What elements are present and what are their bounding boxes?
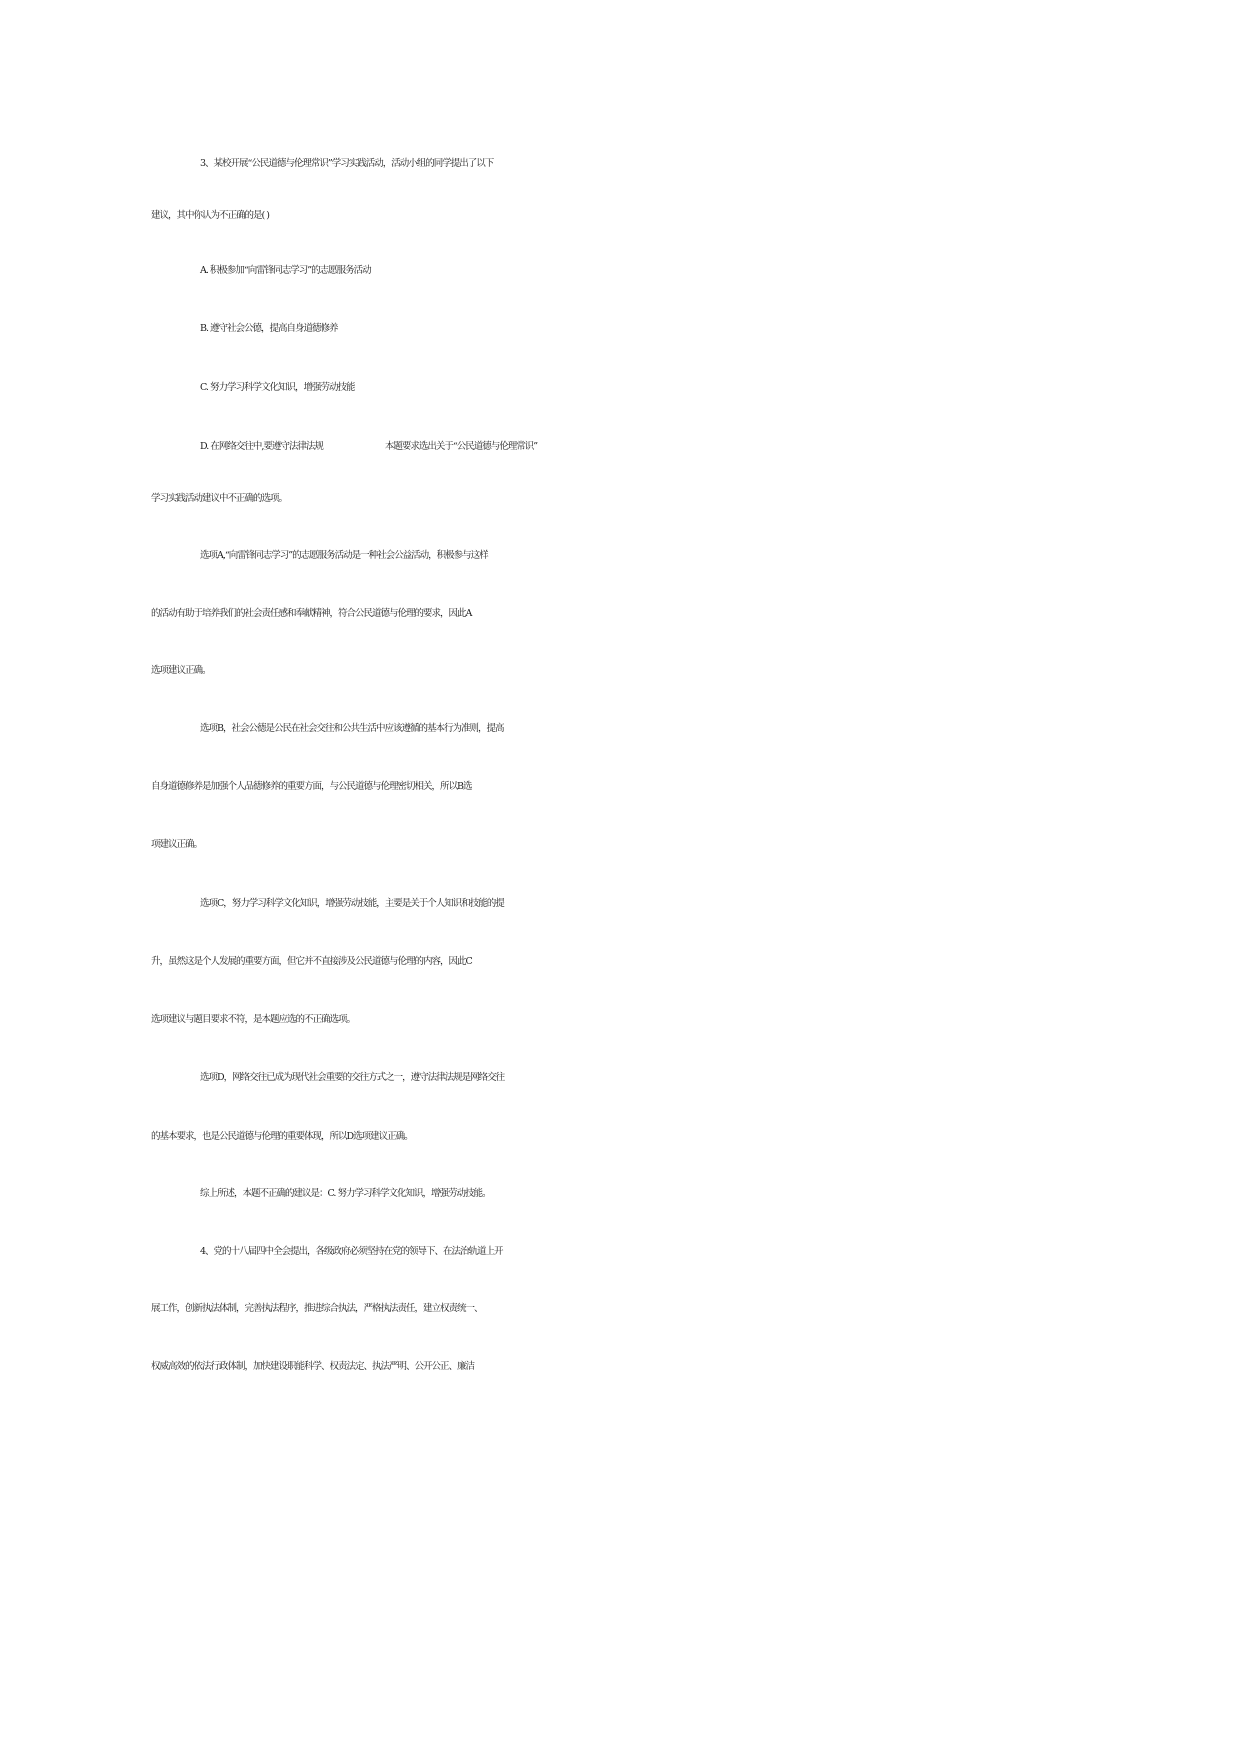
- q3-conclusion: 综上所述，本题不正确的建议是：C. 努力学习科学文化知识，增强劳动技能。: [200, 1188, 491, 1199]
- q3-option-c: C. 努力学习科学文化知识，增强劳动技能: [200, 382, 355, 393]
- q4-stem-line-2: 展工作，创新执法体制，完善执法程序，推进综合执法，严格执法责任，建立权责统一、: [151, 1303, 483, 1314]
- q3-option-d-line: [0, 431, 1241, 463]
- q3-analysis-b-line-2: 自身道德修养是加强个人品德修养的重要方面，与公民道德与伦理密切相关，所以B选: [151, 781, 472, 792]
- q4-stem-line-1: 4、党的十八届四中全会提出，各级政府必须坚持在党的领导下、在法治轨道上开: [200, 1246, 503, 1257]
- q3-option-d: D. 在网络交往中,要遵守法律法规: [200, 441, 323, 452]
- q4-stem-line-3: 权威高效的依法行政体制，加快建设职能科学、权责法定、执法严明、公开公正、廉洁: [151, 1361, 475, 1372]
- q3-analysis-c-line-1: 选项C，努力学习科学文化知识，增强劳动技能，主要是关于个人知识和技能的提: [200, 898, 504, 909]
- q3-analysis-b-line-1: 选项B，社会公德是公民在社会交往和公共生活中应该遵循的基本行为准则，提高: [200, 723, 504, 734]
- q3-stem-line-2: 建议，其中你认为不正确的是( ): [151, 210, 269, 221]
- q3-option-a: A. 积极参加“向雷锋同志学习”的志愿服务活动: [200, 265, 371, 276]
- q3-analysis-intro-part-1: 本题要求选出关于“公民道德与伦理常识”: [384, 441, 538, 452]
- q3-analysis-a-line-1: 选项A,“向雷锋同志学习”的志愿服务活动是一种社会公益活动，积极参与这样: [200, 550, 488, 561]
- q3-analysis-d-line-2: 的基本要求，也是公民道德与伦理的重要体现，所以D选项建议正确。: [151, 1131, 413, 1142]
- q3-analysis-a-line-2: 的活动有助于培养我们的社会责任感和奉献精神，符合公民道德与伦理的要求，因此A: [151, 608, 472, 619]
- q3-analysis-c-line-3: 选项建议与题目要求不符，是本题应选的不正确选项。: [151, 1014, 356, 1025]
- q3-option-b: B. 遵守社会公德，提高自身道德修养: [200, 323, 338, 334]
- q3-analysis-d-line-1: 选项D，网络交往已成为现代社会重要的交往方式之一，遵守法律法规是网络交往: [200, 1072, 505, 1083]
- q3-analysis-intro-part-2: 学习实践活动建议中不正确的选项。: [151, 493, 288, 504]
- q3-analysis-a-line-3: 选项建议正确。: [151, 665, 211, 676]
- q3-stem-line-1: 3、某校开展“公民道德与伦理常识”学习实践活动，活动小组的同学提出了以下: [200, 158, 494, 169]
- q3-analysis-b-line-3: 项建议正确。: [151, 839, 203, 850]
- q3-analysis-c-line-2: 升，虽然这是个人发展的重要方面，但它并不直接涉及公民道德与伦理的内容，因此C: [151, 956, 472, 967]
